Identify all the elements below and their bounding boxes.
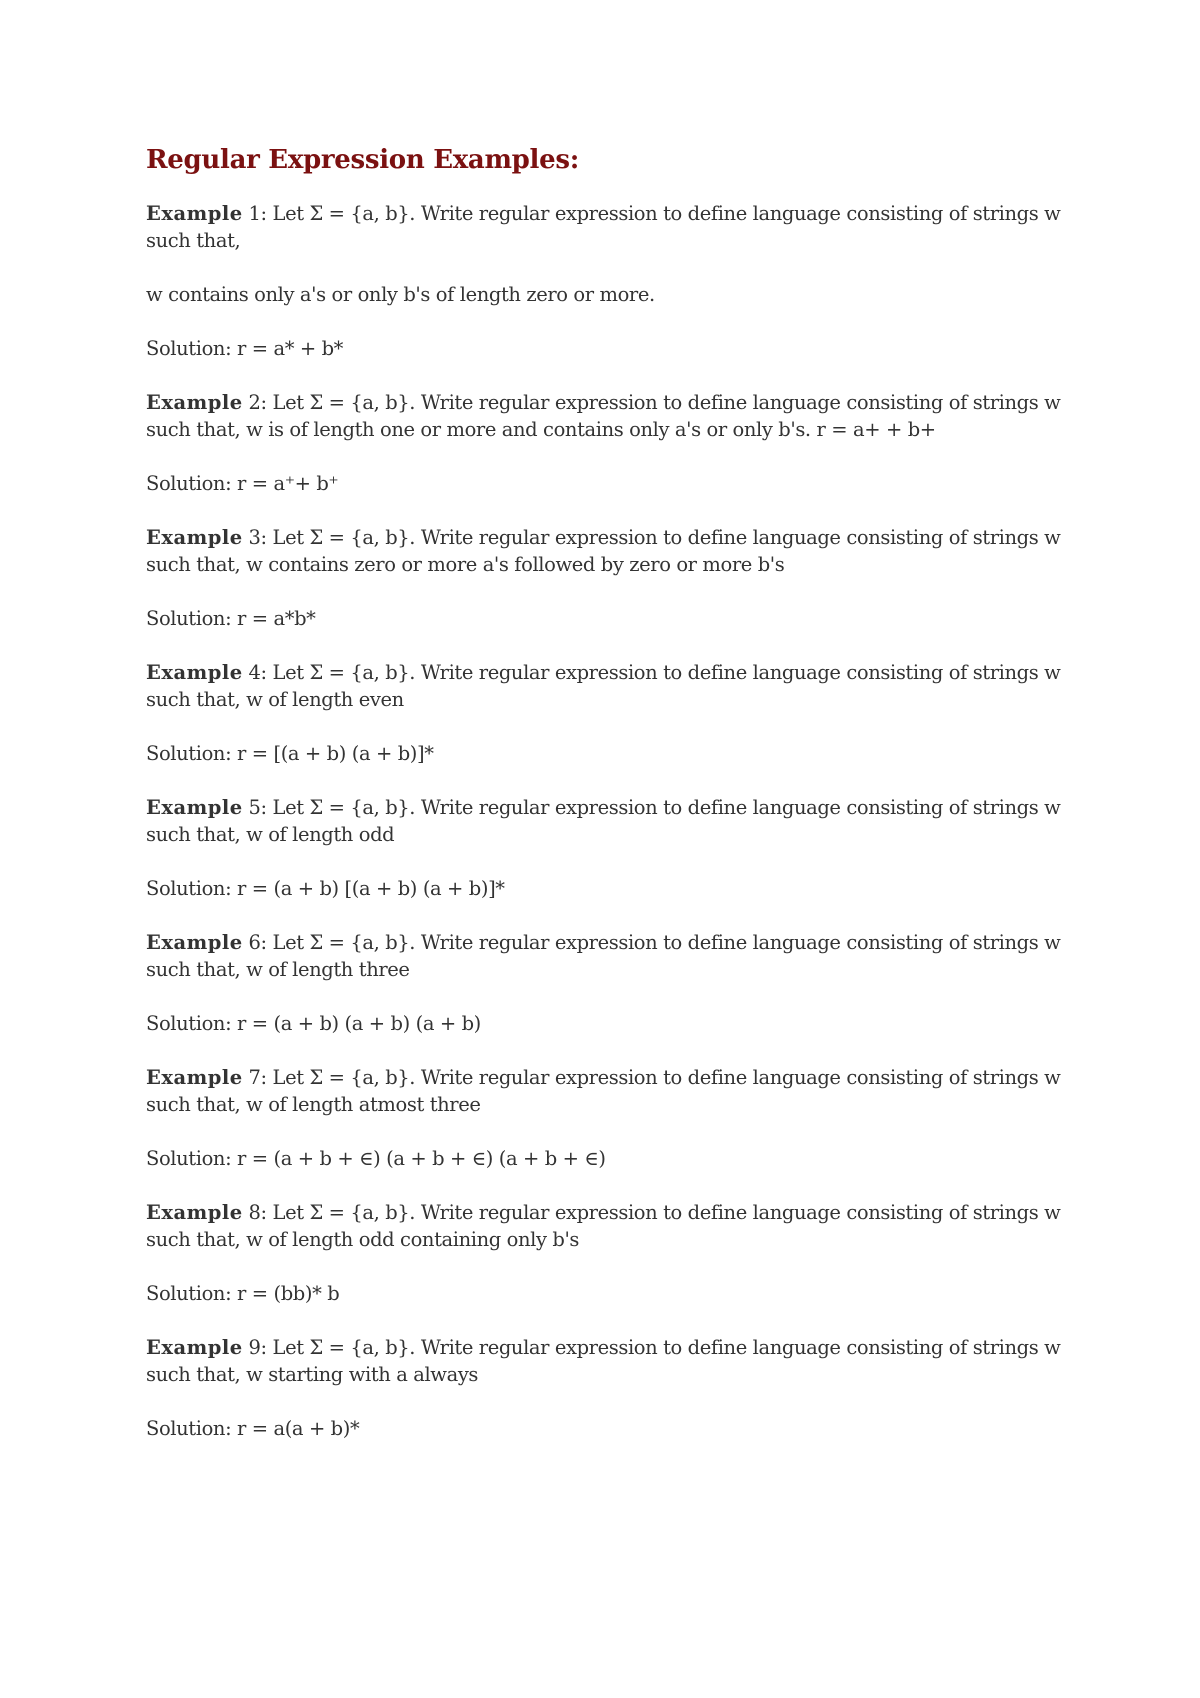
example-5-solution: Solution: r = (a + b) [(a + b) (a + b)]*: [146, 877, 505, 900]
example-2-solution: Solution: r = a⁺+ b⁺: [146, 472, 339, 495]
example-2-question: [146, 389, 1066, 443]
example-7-solution: Solution: r = (a + b + ∈) (a + b + ∈) (a + b + ∈): [146, 1147, 606, 1170]
example-number: 3: [248, 526, 261, 549]
example-7-question: [146, 1064, 1066, 1118]
example-label: Example: [146, 661, 243, 684]
example-label: Example: [146, 931, 243, 954]
example-text: : Let Σ = {a, b}. Write regular expression to define language consisting of strings w such that, w starting with a always: [146, 1336, 1061, 1386]
example-6-solution: Solution: r = (a + b) (a + b) (a + b): [146, 1012, 481, 1035]
example-1-question: [146, 200, 1066, 254]
example-text: : Let Σ = {a, b}. Write regular expression to define language consisting of strings w such that, w is of length one or more and contains only a's or only b's. r = a+ + b+: [146, 391, 1061, 441]
example-text: : Let Σ = {a, b}. Write regular expression to define language consisting of strings w such that, w of length odd: [146, 796, 1061, 846]
example-label: Example: [146, 526, 243, 549]
page-title: Regular Expression Examples:: [146, 145, 580, 175]
example-text: : Let Σ = {a, b}. Write regular expression to define language consisting of strings w such that, w of length even: [146, 661, 1061, 711]
example-1-solution: Solution: r = a* + b*: [146, 337, 344, 360]
example-9-question: [146, 1334, 1066, 1388]
example-label: Example: [146, 796, 243, 819]
example-1-extra: w contains only a's or only b's of length zero or more.: [146, 283, 655, 306]
example-number: 9: [248, 1336, 261, 1359]
example-text: : Let Σ = {a, b}. Write regular expression to define language consisting of strings w such that, w of length three: [146, 931, 1061, 981]
example-number: 5: [248, 796, 261, 819]
example-number: 8: [248, 1201, 261, 1224]
example-5-question: [146, 794, 1066, 848]
example-text: : Let Σ = {a, b}. Write regular expression to define language consisting of strings w such that, w of length atmost three: [146, 1066, 1061, 1116]
example-number: 7: [248, 1066, 261, 1089]
example-4-solution: Solution: r = [(a + b) (a + b)]*: [146, 742, 434, 765]
example-label: Example: [146, 1201, 243, 1224]
example-text: : Let Σ = {a, b}. Write regular expression to define language consisting of strings w such that, w of length odd containing only b's: [146, 1201, 1061, 1251]
example-number: 1: [248, 202, 261, 225]
example-4-question: [146, 659, 1066, 713]
example-text: : Let Σ = {a, b}. Write regular expression to define language consisting of strings w such that, w contains zero or more a's followed by zero or more b's: [146, 526, 1061, 576]
example-number: 4: [248, 661, 261, 684]
example-8-question: [146, 1199, 1066, 1253]
example-text: : Let Σ = {a, b}. Write regular expression to define language consisting of strings w such that,: [146, 202, 1061, 252]
example-number: 6: [248, 931, 261, 954]
example-number: 2: [248, 391, 261, 414]
example-label: Example: [146, 391, 243, 414]
document-page: [146, 140, 1066, 1469]
example-label: Example: [146, 1336, 243, 1359]
example-6-question: [146, 929, 1066, 983]
example-3-solution: Solution: r = a*b*: [146, 607, 316, 630]
example-3-question: [146, 524, 1066, 578]
example-9-solution: Solution: r = a(a + b)*: [146, 1417, 360, 1440]
example-8-solution: Solution: r = (bb)* b: [146, 1282, 340, 1305]
example-label: Example: [146, 202, 243, 225]
example-label: Example: [146, 1066, 243, 1089]
